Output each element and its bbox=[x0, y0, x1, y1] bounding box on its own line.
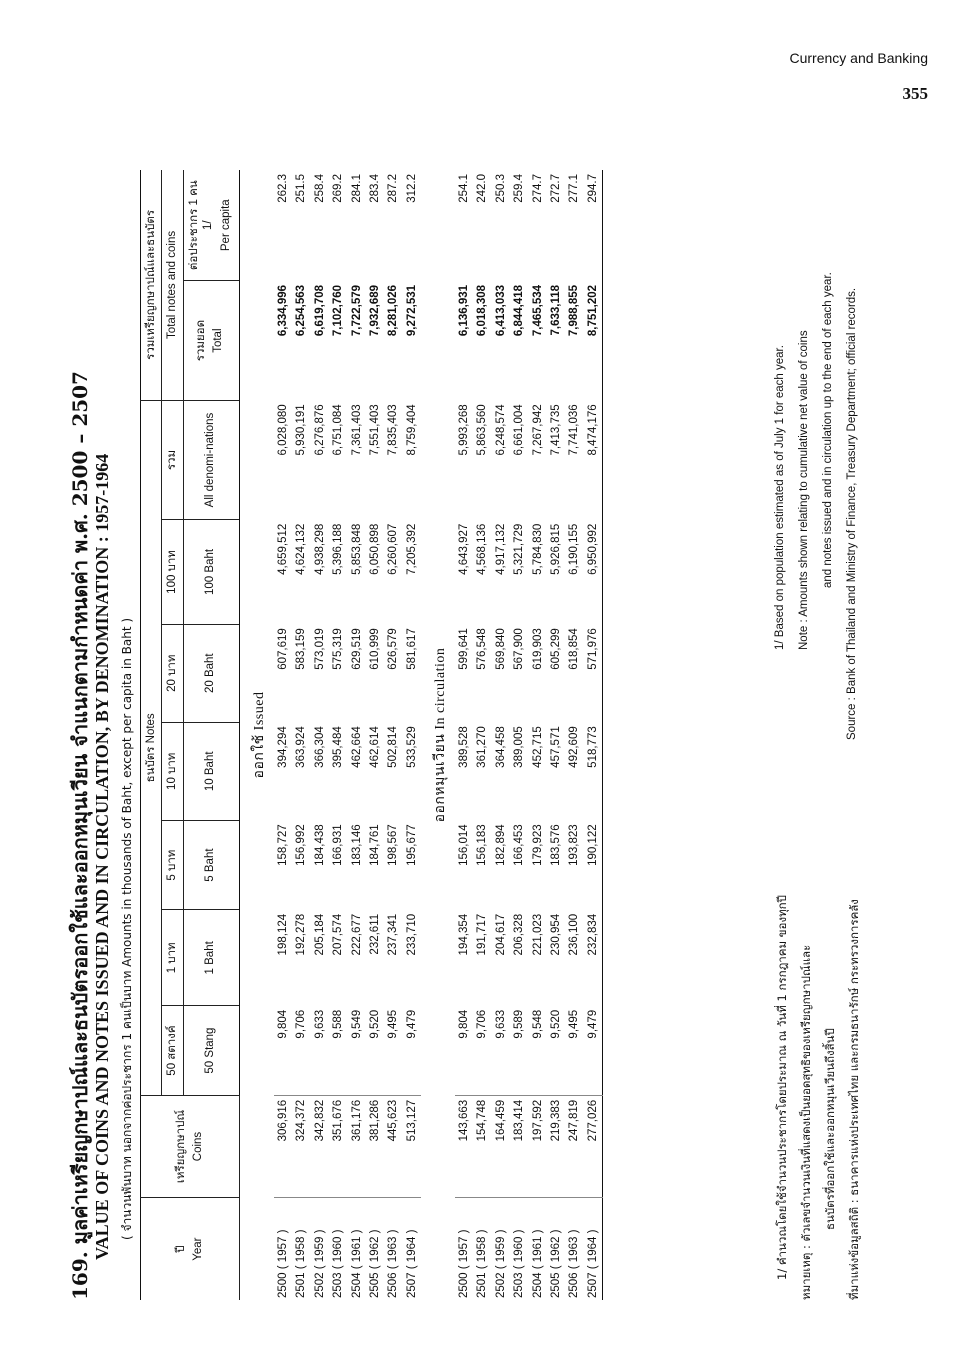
table-row bbox=[366, 170, 384, 1300]
value-cell: 284.1 bbox=[350, 174, 363, 203]
value-cell: 306,916 bbox=[274, 1095, 292, 1197]
value-cell: 4,917,132 bbox=[494, 523, 507, 575]
value-cell: 5,396,188 bbox=[332, 523, 345, 575]
value-cell: 232,834 bbox=[586, 913, 599, 956]
table-row bbox=[292, 170, 310, 1300]
total-group-header-en: Total notes and coins bbox=[162, 170, 183, 400]
footnote-english: 1/ Based on population estimated as of July 1 for each year. bbox=[774, 345, 786, 650]
value-cell: 502,814 bbox=[387, 726, 400, 768]
value-cell: 452,715 bbox=[531, 726, 544, 768]
currency-table bbox=[140, 170, 603, 1300]
value-cell: 9,706 bbox=[473, 1006, 491, 1096]
table-row bbox=[329, 170, 347, 1300]
value-cell: 599,641 bbox=[458, 628, 471, 670]
value-cell: 198,567 bbox=[387, 824, 400, 866]
value-cell: 236,100 bbox=[568, 913, 581, 956]
value-cell: 7,551,403 bbox=[368, 404, 381, 456]
value-cell: 194,354 bbox=[458, 913, 471, 956]
year-cell: 2506 ( 1963 ) bbox=[568, 1229, 581, 1298]
value-cell: 363,924 bbox=[295, 726, 308, 768]
col-header-th: 10 บาท bbox=[162, 722, 183, 820]
value-cell: 462,614 bbox=[368, 726, 381, 768]
value-cell: 7,205,392 bbox=[405, 523, 418, 575]
value-cell: 619,903 bbox=[531, 628, 544, 670]
value-cell: 9,520 bbox=[366, 1006, 384, 1096]
value-cell: 193,823 bbox=[568, 824, 581, 866]
value-cell: 462,664 bbox=[350, 726, 363, 768]
col-header-en: 100 Baht bbox=[183, 520, 239, 624]
value-cell: 581,617 bbox=[405, 628, 418, 670]
table-row bbox=[274, 170, 292, 1300]
value-cell: 394,294 bbox=[277, 726, 290, 768]
value-cell: 219,383 bbox=[547, 1095, 565, 1197]
value-cell: 9,272,531 bbox=[405, 284, 418, 337]
value-cell: 626,579 bbox=[387, 628, 400, 670]
col-header-en: 5 Baht bbox=[183, 820, 239, 910]
total-group-header: รวมเหรียญกษาปณ์และธนบัตร bbox=[141, 170, 162, 400]
value-cell: 8,751,202 bbox=[586, 284, 599, 337]
value-cell: 9,495 bbox=[384, 1006, 402, 1096]
table-row bbox=[547, 170, 565, 1300]
year-cell: 2503 ( 1960 ) bbox=[332, 1229, 345, 1298]
year-cell: 2500 ( 1957 ) bbox=[277, 1229, 290, 1298]
value-cell: 569,840 bbox=[494, 628, 507, 670]
note-thai-line1: หมายเหตุ : ตัวเลขจำนวนเงินที่แสดงเป็นยอดสุทธิของเหรียญกษาปณ์และ bbox=[799, 944, 813, 1300]
year-cell: 2503 ( 1960 ) bbox=[513, 1229, 526, 1298]
footnote-thai: 1/ คำนวณโดยใช้จำนวนประชากรโดยประมาณ ณ วันที่ 1 กรกฎาคม ของทุกปี bbox=[775, 895, 789, 1280]
value-cell: 6,334,996 bbox=[277, 284, 290, 337]
value-cell: 6,260,607 bbox=[387, 523, 400, 575]
col-header-en: 50 Stang bbox=[183, 1006, 239, 1096]
table-row bbox=[311, 170, 329, 1300]
value-cell: 156,014 bbox=[458, 824, 471, 866]
value-cell: 158,727 bbox=[277, 824, 290, 866]
value-cell: 7,741,036 bbox=[568, 404, 581, 456]
value-cell: 4,624,132 bbox=[295, 523, 308, 575]
value-cell: 259.4 bbox=[513, 174, 526, 203]
value-cell: 7,835,403 bbox=[387, 404, 400, 456]
value-cell: 9,479 bbox=[584, 1006, 603, 1096]
value-cell: 4,643,927 bbox=[458, 523, 471, 575]
year-cell: 2506 ( 1963 ) bbox=[387, 1229, 400, 1298]
value-cell: 6,018,308 bbox=[476, 284, 489, 337]
value-cell: 277.1 bbox=[568, 174, 581, 203]
col-header-th: 5 บาท bbox=[162, 820, 183, 910]
value-cell: 7,102,760 bbox=[332, 284, 345, 337]
value-cell: 166,453 bbox=[513, 824, 526, 866]
value-cell: 9,804 bbox=[274, 1006, 292, 1096]
value-cell: 8,281,026 bbox=[387, 284, 400, 337]
value-cell: 183,576 bbox=[549, 824, 562, 866]
note-english-line1: Note : Amounts shown relating to cumulative net value of coins bbox=[798, 330, 810, 650]
section-label-row bbox=[239, 170, 274, 1300]
value-cell: 7,465,534 bbox=[531, 284, 544, 337]
value-cell: 272.7 bbox=[549, 174, 562, 203]
col-header-th: 50 สตางค์ bbox=[162, 1006, 183, 1096]
table-body bbox=[239, 170, 602, 1300]
value-cell: 154,748 bbox=[473, 1095, 491, 1197]
value-cell: 205,184 bbox=[313, 913, 326, 956]
value-cell: 610,999 bbox=[368, 628, 381, 670]
value-cell: 605,299 bbox=[549, 628, 562, 670]
running-header: Currency and Banking bbox=[789, 50, 928, 66]
value-cell: 9,549 bbox=[347, 1006, 365, 1096]
value-cell: 8,759,404 bbox=[405, 404, 418, 456]
table-row bbox=[455, 170, 473, 1300]
value-cell: 5,863,560 bbox=[476, 404, 489, 456]
per-capita-header: ต่อประชากร 1 คน 1/ Per capita bbox=[183, 170, 239, 281]
value-cell: 6,050,898 bbox=[368, 523, 381, 575]
coins-header: เหรียญกษาปณ์ Coins bbox=[141, 1095, 240, 1197]
value-cell: 6,028,080 bbox=[277, 404, 290, 456]
note-thai-line2: ธนบัตรที่ออกใช้และออกหมุนเวียนถึงสิ้นปี bbox=[823, 1028, 837, 1230]
value-cell: 143,663 bbox=[455, 1095, 473, 1197]
value-cell: 182,894 bbox=[494, 824, 507, 866]
value-cell: 7,361,403 bbox=[350, 404, 363, 456]
value-cell: 9,495 bbox=[565, 1006, 583, 1096]
value-cell: 287.2 bbox=[387, 174, 400, 203]
value-cell: 254.1 bbox=[458, 174, 471, 203]
table-title-thai-text: มูลค่าเหรียญกษาปณ์และธนบัตรออกใช้และออกหมุนเวียน จำแนกตามกำหนดค่า พ.ศ. 2500 – 2507 bbox=[68, 371, 92, 1245]
value-cell: 312.2 bbox=[405, 174, 418, 203]
source-english: Source : Bank of Thailand and Ministry of Finance, Treasury Department; official records. bbox=[846, 287, 858, 740]
value-cell: 583,159 bbox=[295, 628, 308, 670]
year-cell: 2502 ( 1959 ) bbox=[313, 1229, 326, 1298]
value-cell: 6,751,084 bbox=[332, 404, 345, 456]
year-cell: 2507 ( 1964 ) bbox=[586, 1229, 599, 1298]
value-cell: 366,304 bbox=[313, 726, 326, 768]
value-cell: 164,459 bbox=[492, 1095, 510, 1197]
value-cell: 5,926,815 bbox=[549, 523, 562, 575]
note-english-line2: and notes issued and in circulation up to the end of each year. bbox=[822, 272, 834, 588]
value-cell: 5,993,268 bbox=[458, 404, 471, 456]
year-cell: 2501 ( 1958 ) bbox=[476, 1229, 489, 1298]
value-cell: 607,619 bbox=[277, 628, 290, 670]
value-cell: 618,854 bbox=[568, 628, 581, 670]
table-row bbox=[528, 170, 546, 1300]
year-cell: 2500 ( 1957 ) bbox=[458, 1229, 471, 1298]
value-cell: 242.0 bbox=[476, 174, 489, 203]
value-cell: 571,976 bbox=[586, 628, 599, 670]
value-cell: 184,438 bbox=[313, 824, 326, 866]
value-cell: 191,717 bbox=[476, 913, 489, 956]
value-cell: 183,146 bbox=[350, 824, 363, 866]
value-cell: 395,484 bbox=[332, 726, 345, 768]
value-cell: 237,341 bbox=[387, 913, 400, 956]
value-cell: 204,617 bbox=[494, 913, 507, 956]
value-cell: 364,458 bbox=[494, 726, 507, 768]
value-cell: 5,853,848 bbox=[350, 523, 363, 575]
value-cell: 207,574 bbox=[332, 913, 345, 956]
year-cell: 2501 ( 1958 ) bbox=[295, 1229, 308, 1298]
value-cell: 5,321,729 bbox=[513, 523, 526, 575]
section-label: ออกใช้ Issued bbox=[251, 691, 267, 779]
value-cell: 221,023 bbox=[531, 913, 544, 956]
value-cell: 9,588 bbox=[329, 1006, 347, 1096]
value-cell: 7,932,689 bbox=[368, 284, 381, 337]
value-cell: 4,568,136 bbox=[476, 523, 489, 575]
value-cell: 9,804 bbox=[455, 1006, 473, 1096]
value-cell: 351,676 bbox=[329, 1095, 347, 1197]
col-header-en: 10 Baht bbox=[183, 722, 239, 820]
value-cell: 361,176 bbox=[347, 1095, 365, 1197]
value-cell: 457,571 bbox=[549, 726, 562, 768]
value-cell: 6,276,876 bbox=[313, 404, 326, 456]
source-thai: ที่มาแห่งข้อมูลสถิติ : ธนาคารแห่งประเทศไทย และกรมธนารักษ์ กระทรวงการคลัง bbox=[847, 899, 861, 1300]
value-cell: 269.2 bbox=[332, 174, 345, 203]
value-cell: 5,784,830 bbox=[531, 523, 544, 575]
table-units-note: ( จำนวนพันบาท นอกจากค่อประชากร 1 คนเป็นบาท Amounts in thousands of Baht, except per capita in Baht ) bbox=[120, 617, 134, 1240]
rotated-table-sheet bbox=[62, 70, 912, 1300]
value-cell: 179,923 bbox=[531, 824, 544, 866]
value-cell: 7,988,855 bbox=[568, 284, 581, 337]
value-cell: 6,248,574 bbox=[494, 404, 507, 456]
table-row bbox=[510, 170, 528, 1300]
value-cell: 9,633 bbox=[311, 1006, 329, 1096]
table-row bbox=[584, 170, 603, 1300]
table-number: 169. bbox=[68, 1251, 92, 1300]
value-cell: 5,930,191 bbox=[295, 404, 308, 456]
value-cell: 222,677 bbox=[350, 913, 363, 956]
year-header: ปี Year bbox=[141, 1198, 240, 1300]
value-cell: 342,832 bbox=[311, 1095, 329, 1197]
year-cell: 2505 ( 1962 ) bbox=[368, 1229, 381, 1298]
value-cell: 518,773 bbox=[586, 726, 599, 768]
value-cell: 7,633,118 bbox=[549, 284, 562, 336]
table-row bbox=[347, 170, 365, 1300]
value-cell: 183,414 bbox=[510, 1095, 528, 1197]
value-cell: 361,270 bbox=[476, 726, 489, 768]
value-cell: 195,677 bbox=[405, 824, 418, 866]
value-cell: 389,528 bbox=[458, 726, 471, 768]
table-row bbox=[565, 170, 583, 1300]
value-cell: 6,136,931 bbox=[458, 284, 471, 337]
table-row bbox=[492, 170, 510, 1300]
page-number: 355 bbox=[902, 84, 928, 103]
year-cell: 2504 ( 1961 ) bbox=[350, 1229, 363, 1298]
value-cell: 230,954 bbox=[549, 913, 562, 956]
value-cell: 6,950,992 bbox=[586, 523, 599, 575]
value-cell: 492,609 bbox=[568, 726, 581, 768]
value-cell: 7,413,735 bbox=[549, 404, 562, 456]
value-cell: 166,931 bbox=[332, 824, 345, 866]
col-header-en: 20 Baht bbox=[183, 624, 239, 722]
section-label-row bbox=[421, 170, 455, 1300]
value-cell: 233,710 bbox=[405, 913, 418, 956]
value-cell: 258.4 bbox=[313, 174, 326, 203]
col-header-en: 1 Baht bbox=[183, 910, 239, 1006]
value-cell: 6,844,418 bbox=[513, 284, 526, 337]
value-cell: 6,661,004 bbox=[513, 404, 526, 456]
col-header-en: All denomi-nations bbox=[183, 400, 239, 519]
value-cell: 206,328 bbox=[513, 913, 526, 956]
value-cell: 7,722,579 bbox=[350, 284, 363, 337]
value-cell: 8,474,176 bbox=[586, 404, 599, 456]
value-cell: 9,706 bbox=[292, 1006, 310, 1096]
year-cell: 2505 ( 1962 ) bbox=[549, 1229, 562, 1298]
value-cell: 251.5 bbox=[295, 174, 308, 203]
total-header: รวมยอด Total bbox=[183, 281, 239, 400]
value-cell: 277,026 bbox=[584, 1095, 603, 1197]
table-row bbox=[403, 170, 421, 1300]
value-cell: 9,633 bbox=[492, 1006, 510, 1096]
value-cell: 6,190,155 bbox=[568, 523, 581, 575]
table-row bbox=[473, 170, 491, 1300]
value-cell: 6,254,563 bbox=[295, 284, 308, 337]
value-cell: 184,761 bbox=[368, 824, 381, 866]
value-cell: 4,938,298 bbox=[313, 523, 326, 575]
value-cell: 445,623 bbox=[384, 1095, 402, 1197]
value-cell: 567,900 bbox=[513, 628, 526, 670]
value-cell: 389,005 bbox=[513, 726, 526, 768]
value-cell: 9,479 bbox=[403, 1006, 421, 1096]
value-cell: 250.3 bbox=[494, 174, 507, 203]
col-header-th: 20 บาท bbox=[162, 624, 183, 722]
value-cell: 197,592 bbox=[528, 1095, 546, 1197]
value-cell: 247,819 bbox=[565, 1095, 583, 1197]
value-cell: 324,372 bbox=[292, 1095, 310, 1197]
value-cell: 513,127 bbox=[403, 1095, 421, 1197]
value-cell: 232,611 bbox=[368, 913, 381, 955]
value-cell: 6,619,708 bbox=[313, 284, 326, 337]
value-cell: 575,319 bbox=[332, 628, 345, 670]
footnotes bbox=[774, 120, 870, 1300]
value-cell: 198,124 bbox=[277, 913, 290, 956]
value-cell: 6,413,033 bbox=[494, 284, 507, 337]
value-cell: 156,992 bbox=[295, 824, 308, 866]
value-cell: 9,520 bbox=[547, 1006, 565, 1096]
value-cell: 192,278 bbox=[295, 913, 308, 956]
value-cell: 7,267,942 bbox=[531, 404, 544, 456]
col-header-th: 100 บาท bbox=[162, 520, 183, 624]
value-cell: 4,659,512 bbox=[277, 523, 290, 575]
value-cell: 9,548 bbox=[528, 1006, 546, 1096]
value-cell: 190,122 bbox=[586, 824, 599, 866]
col-header-th: 1 บาท bbox=[162, 910, 183, 1006]
year-cell: 2504 ( 1961 ) bbox=[531, 1229, 544, 1298]
value-cell: 576,548 bbox=[476, 628, 489, 670]
value-cell: 9,589 bbox=[510, 1006, 528, 1096]
value-cell: 274.7 bbox=[531, 174, 544, 203]
value-cell: 262.3 bbox=[277, 174, 290, 203]
value-cell: 381,286 bbox=[366, 1095, 384, 1197]
table-title-english: VALUE OF COINS AND NOTES ISSUED AND IN CIRCULATION, BY DENOMINATION : 1957-1964 bbox=[92, 453, 112, 1260]
year-cell: 2507 ( 1964 ) bbox=[405, 1229, 418, 1298]
value-cell: 573,019 bbox=[313, 628, 326, 670]
value-cell: 294.7 bbox=[586, 174, 599, 203]
value-cell: 156,183 bbox=[476, 824, 489, 866]
notes-group-header: ธนบัตร Notes bbox=[141, 400, 162, 1095]
table-row bbox=[384, 170, 402, 1300]
value-cell: 283.4 bbox=[368, 174, 381, 203]
year-cell: 2502 ( 1959 ) bbox=[494, 1229, 507, 1298]
value-cell: 629,519 bbox=[350, 628, 363, 670]
value-cell: 533,529 bbox=[405, 726, 418, 768]
col-header-th: รวม bbox=[162, 400, 183, 519]
section-label: ออกหมุนเวียน In circulation bbox=[432, 647, 448, 823]
